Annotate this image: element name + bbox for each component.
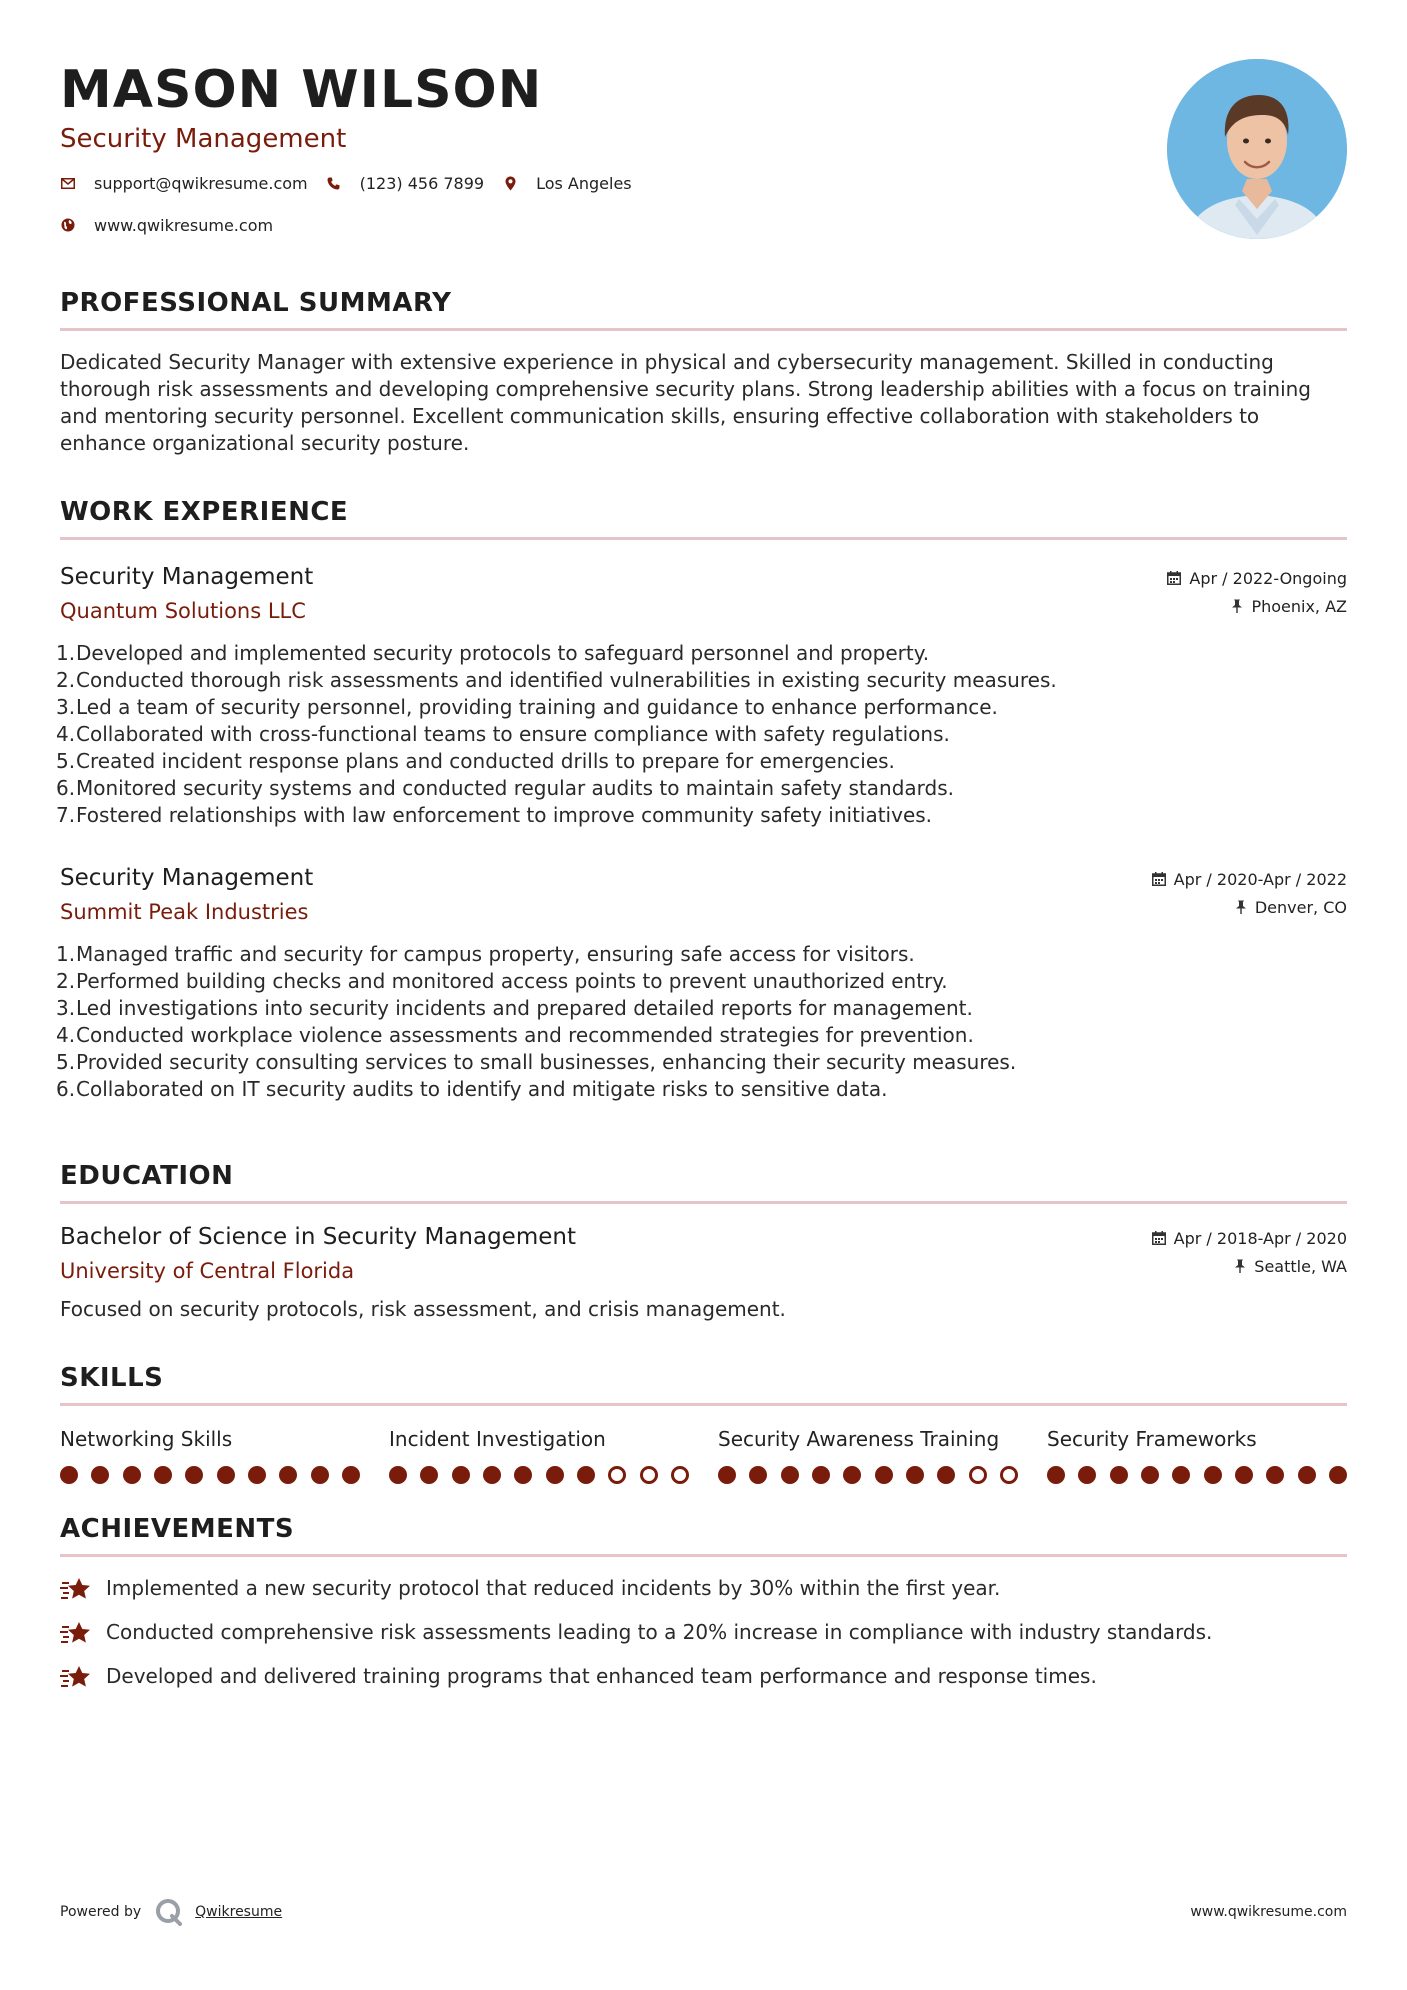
job-location bbox=[1152, 895, 1347, 919]
rating-dot-filled bbox=[60, 1466, 78, 1484]
list-item: 5. Created incident response plans and conducted drills to prepare for emergencies. bbox=[56, 749, 895, 773]
contact-email[interactable] bbox=[60, 174, 308, 193]
list-item: 4. Conducted workplace violence assessments and recommended strategies for prevention. bbox=[56, 1023, 974, 1047]
qwikresume-logo-icon bbox=[155, 1898, 183, 1926]
rating-dot-filled bbox=[420, 1466, 438, 1484]
list-item: 4. Collaborated with cross-functional teams to ensure compliance with safety regulations. bbox=[56, 722, 950, 746]
rating-dot-filled bbox=[749, 1466, 767, 1484]
map-pin-icon bbox=[502, 175, 518, 191]
education-description: Focused on security protocols, risk assessment, and crisis management. bbox=[60, 1297, 786, 1321]
summary-heading: PROFESSIONAL SUMMARY bbox=[60, 288, 1347, 331]
school-name: University of Central Florida bbox=[60, 1259, 355, 1283]
rating-dot-empty bbox=[969, 1466, 987, 1484]
education-section bbox=[60, 1161, 1347, 1323]
location-text: Los Angeles bbox=[536, 173, 632, 193]
rating-dot-filled bbox=[577, 1466, 595, 1484]
rating-dot-filled bbox=[1110, 1466, 1128, 1484]
achievement-text: Conducted comprehensive risk assessments leading to a 20% increase in compliance with industry standards. bbox=[106, 1620, 1213, 1644]
qwikresume-link[interactable]: Qwikresume bbox=[195, 1904, 283, 1920]
job-bullets bbox=[56, 941, 1347, 1103]
rating-dot-filled bbox=[311, 1466, 329, 1484]
job-bullets bbox=[56, 640, 1347, 829]
globe-icon bbox=[60, 217, 76, 233]
skill-item bbox=[389, 1426, 689, 1484]
achievements-section bbox=[60, 1514, 1347, 1690]
calendar-icon bbox=[1167, 571, 1181, 585]
powered-by-label: Powered by bbox=[60, 1904, 142, 1920]
rating-dot-filled bbox=[514, 1466, 532, 1484]
rating-dot-filled bbox=[843, 1466, 861, 1484]
rating-dot-filled bbox=[906, 1466, 924, 1484]
rating-dot-filled bbox=[1047, 1466, 1065, 1484]
pushpin-icon bbox=[1235, 900, 1247, 914]
email-text: support@qwikresume.com bbox=[94, 173, 308, 193]
achievement-item bbox=[60, 1663, 1347, 1690]
website-text: www.qwikresume.com bbox=[94, 215, 274, 235]
pushpin-icon bbox=[1234, 1259, 1246, 1273]
calendar-icon bbox=[1152, 872, 1166, 886]
list-item: 3. Led investigations into security incidents and prepared detailed reports for management. bbox=[56, 996, 973, 1020]
contact-phone[interactable] bbox=[326, 174, 484, 193]
contact-website[interactable] bbox=[60, 216, 273, 235]
rating-dot-filled bbox=[217, 1466, 235, 1484]
rating-dot-filled bbox=[185, 1466, 203, 1484]
education-location-text: Seattle, WA bbox=[1254, 1256, 1347, 1276]
degree-title: Bachelor of Science in Security Management bbox=[60, 1224, 576, 1250]
rating-dot-filled bbox=[1266, 1466, 1284, 1484]
candidate-title: Security Management bbox=[60, 124, 347, 154]
rating-dot-filled bbox=[123, 1466, 141, 1484]
rating-dot-filled bbox=[1078, 1466, 1096, 1484]
skill-name: Security Awareness Training bbox=[718, 1427, 1000, 1451]
skills-list bbox=[60, 1426, 1347, 1484]
award-star-icon bbox=[60, 1576, 92, 1602]
achievement-item bbox=[60, 1619, 1347, 1646]
rating-dot-filled bbox=[483, 1466, 501, 1484]
rating-dot-filled bbox=[91, 1466, 109, 1484]
job-location bbox=[1167, 594, 1347, 618]
achievements-heading: ACHIEVEMENTS bbox=[60, 1514, 1347, 1557]
rating-dot-empty bbox=[608, 1466, 626, 1484]
job-location-text: Phoenix, AZ bbox=[1251, 596, 1347, 616]
rating-dot-filled bbox=[452, 1466, 470, 1484]
experience-heading: WORK EXPERIENCE bbox=[60, 497, 1347, 540]
rating-dot-filled bbox=[154, 1466, 172, 1484]
job-company: Summit Peak Industries bbox=[60, 900, 309, 924]
experience-section bbox=[56, 497, 1347, 1103]
job-meta bbox=[1167, 562, 1347, 626]
summary-text: Dedicated Security Manager with extensive experience in physical and cybersecurity management. Skilled in conducting thorough risk assessments and developing comprehensive security plans. Strong leadership abilities with a focus on training and mentoring security personnel. Excellent communication skills, ensuring effective collaboration with stakeholders to enhance organizational security posture. bbox=[60, 350, 1312, 455]
job-title: Security Management bbox=[60, 865, 314, 891]
job-location-text: Denver, CO bbox=[1254, 897, 1347, 917]
list-item: 5. Provided security consulting services to small businesses, enhancing their security measures. bbox=[56, 1050, 1017, 1074]
job-dates bbox=[1152, 867, 1347, 891]
profile-photo bbox=[1167, 59, 1347, 239]
job-entry bbox=[56, 562, 1347, 829]
job-meta bbox=[1152, 863, 1347, 927]
job-header bbox=[60, 562, 1347, 626]
list-item: 2. Performed building checks and monitored access points to prevent unauthorized entry. bbox=[56, 969, 948, 993]
rating-dot-filled bbox=[718, 1466, 736, 1484]
award-star-icon bbox=[60, 1664, 92, 1690]
achievements-list bbox=[60, 1575, 1347, 1690]
skill-name: Security Frameworks bbox=[1047, 1427, 1257, 1451]
contact-row-2 bbox=[60, 212, 1347, 238]
education-dates bbox=[1152, 1226, 1347, 1250]
rating-dot-filled bbox=[937, 1466, 955, 1484]
skills-section bbox=[60, 1363, 1347, 1484]
skill-name: Networking Skills bbox=[60, 1427, 233, 1451]
summary-section bbox=[60, 288, 1347, 457]
rating-dot-filled bbox=[248, 1466, 266, 1484]
envelope-icon bbox=[60, 175, 76, 191]
rating-dot-empty bbox=[640, 1466, 658, 1484]
calendar-icon bbox=[1152, 1231, 1166, 1245]
education-header bbox=[60, 1222, 1347, 1286]
skill-name: Incident Investigation bbox=[389, 1427, 606, 1451]
pushpin-icon bbox=[1231, 599, 1243, 613]
rating-dot-filled bbox=[389, 1466, 407, 1484]
rating-dot-filled bbox=[781, 1466, 799, 1484]
job-header bbox=[60, 863, 1347, 927]
page-footer bbox=[60, 1898, 1347, 1926]
rating-dot-filled bbox=[546, 1466, 564, 1484]
rating-dot-filled bbox=[1204, 1466, 1222, 1484]
candidate-name: MASON WILSON bbox=[60, 60, 543, 120]
rating-dot-filled bbox=[1329, 1466, 1347, 1484]
skill-rating bbox=[389, 1466, 689, 1484]
skill-item bbox=[718, 1426, 1018, 1484]
education-entry bbox=[60, 1222, 1347, 1323]
education-dates-text: Apr / 2018-Apr / 2020 bbox=[1173, 1228, 1347, 1248]
skill-rating bbox=[60, 1466, 360, 1484]
award-star-icon bbox=[60, 1620, 92, 1646]
list-item: 7. Fostered relationships with law enforcement to improve community safety initiatives. bbox=[56, 803, 933, 827]
education-location bbox=[1152, 1254, 1347, 1278]
skill-rating bbox=[1047, 1466, 1347, 1484]
footer-website[interactable]: www.qwikresume.com bbox=[1190, 1904, 1347, 1920]
skill-item bbox=[60, 1426, 360, 1484]
rating-dot-empty bbox=[1000, 1466, 1018, 1484]
job-dates-text: Apr / 2022-Ongoing bbox=[1189, 568, 1347, 588]
job-company: Quantum Solutions LLC bbox=[60, 599, 306, 623]
achievement-item bbox=[60, 1575, 1347, 1602]
list-item: 3. Led a team of security personnel, providing training and guidance to enhance performance. bbox=[56, 695, 998, 719]
skill-item bbox=[1047, 1426, 1347, 1484]
list-item: 1. Managed traffic and security for campus property, ensuring safe access for visitors. bbox=[56, 942, 915, 966]
rating-dot-empty bbox=[671, 1466, 689, 1484]
job-dates bbox=[1167, 566, 1347, 590]
skills-heading: SKILLS bbox=[60, 1363, 1347, 1406]
phone-icon bbox=[326, 175, 342, 191]
powered-by bbox=[60, 1898, 282, 1926]
job-entry bbox=[56, 863, 1347, 1103]
contact-location bbox=[502, 174, 632, 193]
rating-dot-filled bbox=[875, 1466, 893, 1484]
education-heading: EDUCATION bbox=[60, 1161, 1347, 1204]
job-title: Security Management bbox=[60, 564, 314, 590]
list-item: 6. Collaborated on IT security audits to identify and mitigate risks to sensitive data. bbox=[56, 1077, 888, 1101]
rating-dot-filled bbox=[1235, 1466, 1253, 1484]
list-item: 1. Developed and implemented security protocols to safeguard personnel and property. bbox=[56, 641, 930, 665]
contact-info bbox=[60, 170, 1347, 238]
contact-row-1 bbox=[60, 170, 1347, 196]
rating-dot-filled bbox=[279, 1466, 297, 1484]
job-dates-text: Apr / 2020-Apr / 2022 bbox=[1173, 869, 1347, 889]
list-item: 2. Conducted thorough risk assessments and identified vulnerabilities in existing security measures. bbox=[56, 668, 1057, 692]
achievement-text: Implemented a new security protocol that reduced incidents by 30% within the first year. bbox=[106, 1576, 1001, 1600]
achievement-text: Developed and delivered training programs that enhanced team performance and response times. bbox=[106, 1664, 1097, 1688]
rating-dot-filled bbox=[1172, 1466, 1190, 1484]
list-item: 6. Monitored security systems and conducted regular audits to maintain safety standards. bbox=[56, 776, 954, 800]
rating-dot-filled bbox=[1141, 1466, 1159, 1484]
resume-header bbox=[60, 0, 1347, 248]
rating-dot-filled bbox=[1298, 1466, 1316, 1484]
phone-text: (123) 456 7899 bbox=[359, 173, 485, 193]
skill-rating bbox=[718, 1466, 1018, 1484]
rating-dot-filled bbox=[342, 1466, 360, 1484]
education-meta bbox=[1152, 1222, 1347, 1286]
rating-dot-filled bbox=[812, 1466, 830, 1484]
